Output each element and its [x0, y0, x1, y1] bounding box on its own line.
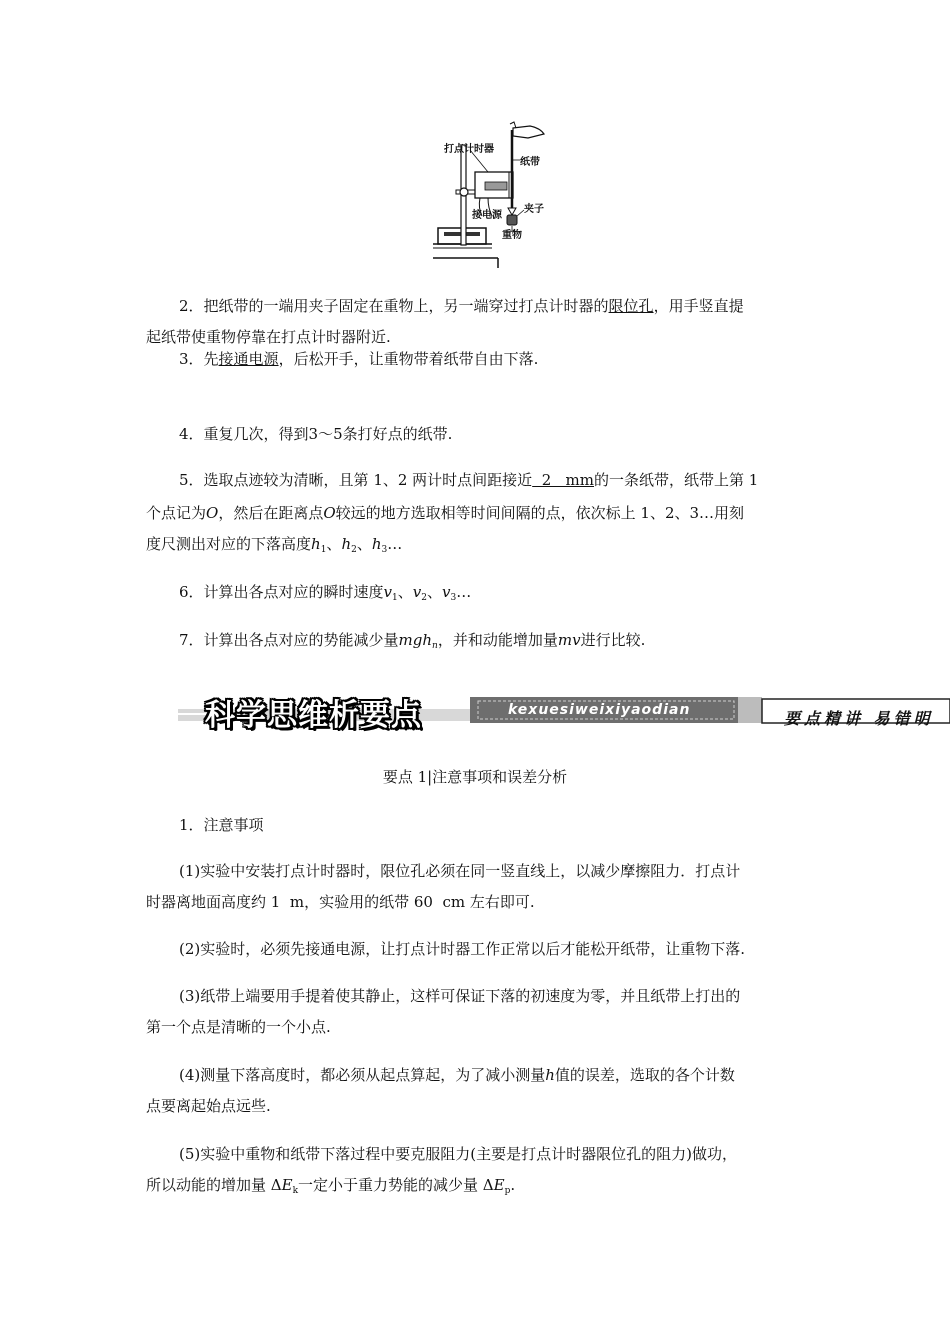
- v-sub-3: 3: [450, 593, 457, 603]
- point-o-1: O: [206, 504, 219, 522]
- tape-label: 纸带: [520, 157, 540, 168]
- step-3: [146, 345, 816, 373]
- step-7-text: 7．计算出各点对应的势能减少量: [179, 631, 399, 649]
- ellipsis-h: …: [387, 535, 403, 553]
- notes-subheading: 1．注意事项: [179, 816, 264, 834]
- note-2-line1: (2)实验时，必须先接通电源，让打点计时器工作正常以后才能松开纸带，让重物下落.: [179, 940, 746, 958]
- apparatus-figure: [430, 120, 560, 270]
- mv-var: mv: [557, 631, 581, 649]
- step-5: [146, 466, 816, 494]
- step-5-text: 5．选取点迹较为清晰，且第 1、2 两计时点间距接近: [179, 471, 533, 489]
- step-3-underlined: 接通电源: [218, 350, 279, 368]
- step-5-text-after: 的一条纸带，纸带上第 1: [594, 471, 759, 489]
- h-var-3: h: [371, 535, 382, 553]
- h-var-1: h: [311, 535, 321, 553]
- step-5-line2-c: 较远的地方选取相等时间间隔的点，依次标上 1、2、3…用刻: [335, 504, 745, 522]
- v-sub-2: 2: [421, 593, 427, 603]
- step-2-underlined: 限位孔: [608, 297, 654, 315]
- note-4-before: (4)测量下落高度时，都必须从起点算起，为了减小测量: [179, 1066, 546, 1084]
- note-1-line1: (1)实验中安装打点计时器时，限位孔必须在同一竖直线上，以减少摩擦阻力．打点计: [179, 862, 741, 880]
- v-var-3: v: [442, 583, 451, 601]
- mgh-sub: n: [432, 641, 438, 651]
- note-5-line2: [146, 1171, 816, 1205]
- power-label: 接电源: [472, 210, 502, 221]
- step-3-text-after: ，后松开手，让重物带着纸带自由下落.: [278, 350, 539, 368]
- step-5-line3: [146, 530, 816, 564]
- note-4-line1: [146, 1061, 816, 1089]
- step-7-after: 进行比较.: [580, 631, 646, 649]
- step-3-text: 3．先: [179, 350, 219, 368]
- step-2-line2: 起纸带使重物停靠在打点计时器附近.: [146, 328, 391, 346]
- sep-v-1: 、: [397, 583, 413, 601]
- v-var-2: v: [412, 583, 422, 601]
- point-o-2: O: [323, 504, 336, 522]
- step-7-mid: ，并和动能增加量: [437, 631, 558, 649]
- step-4: 4．重复几次，得到3～5条打好点的纸带.: [179, 425, 453, 443]
- timer-label: 打点计时器: [444, 144, 494, 155]
- sep-v-2: 、: [427, 583, 443, 601]
- step-5-line2-a: 个点记为: [146, 504, 207, 522]
- note-5-b: 一定小于重力势能的减少量 Δ: [298, 1176, 494, 1194]
- clip-label: 夹子: [524, 204, 544, 215]
- sep-1: 、: [326, 535, 342, 553]
- v-var-1: v: [383, 583, 393, 601]
- note-1-line2: 时器离地面高度约 1 m，实验用的纸带 60 cm 左右即可.: [146, 893, 535, 911]
- h-sub-2: 2: [351, 545, 357, 555]
- sep-2: 、: [356, 535, 372, 553]
- step-6-text: 6．计算出各点对应的瞬时速度: [179, 583, 384, 601]
- ep-var: E: [493, 1176, 505, 1194]
- note-3-line2: 第一个点是清晰的一个小点.: [146, 1018, 331, 1036]
- step-2-text-after: ，用手竖直提: [653, 297, 744, 315]
- step-5-line2: [146, 499, 816, 527]
- ek-sub: k: [292, 1186, 299, 1196]
- banner-title: 科学思维析要点: [205, 698, 422, 733]
- ek-var: E: [281, 1176, 293, 1194]
- h-sub-3: 3: [381, 545, 388, 555]
- step-2: [146, 292, 816, 320]
- note-5-line1: (5)实验中重物和纸带下落过程中要克服阻力(主要是打点计时器限位孔的阻力)做功，: [179, 1145, 737, 1163]
- section-heading: 要点 1|注意事项和误差分析: [382, 768, 568, 786]
- step-5-line3-a: 度尺测出对应的下落高度: [146, 535, 312, 553]
- ellipsis-v: …: [456, 583, 472, 601]
- banner-right: 要点精讲 易错明: [784, 709, 934, 728]
- note-5-end: .: [510, 1176, 516, 1194]
- note-3-line1: (3)纸带上端要用手提着使其静止，这样可保证下落的初速度为零，并且纸带上打出的: [179, 987, 741, 1005]
- step-5-underlined: 2 mm: [532, 471, 595, 489]
- step-5-line2-b: ，然后在距离点: [218, 504, 324, 522]
- step-2-text: 2．把纸带的一端用夹子固定在重物上，另一端穿过打点计时器的: [179, 297, 609, 315]
- step-7: [146, 626, 816, 660]
- h-sub-1: 1: [320, 545, 327, 555]
- note-4-line2: 点要离起始点远些.: [146, 1097, 271, 1115]
- note-5-a: 所以动能的增加量 Δ: [146, 1176, 282, 1194]
- v-sub-1: 1: [392, 593, 398, 603]
- note-4-h: h: [545, 1066, 555, 1084]
- weight-label: 重物: [502, 230, 522, 241]
- note-4-after: 值的误差，选取的各个计数: [554, 1066, 735, 1084]
- banner-pinyin: kexuesiweixiyaodian: [508, 702, 691, 718]
- h-var-2: h: [341, 535, 352, 553]
- mgh-var: mgh: [398, 631, 433, 649]
- ep-sub: p: [504, 1186, 511, 1196]
- step-6: [146, 578, 816, 612]
